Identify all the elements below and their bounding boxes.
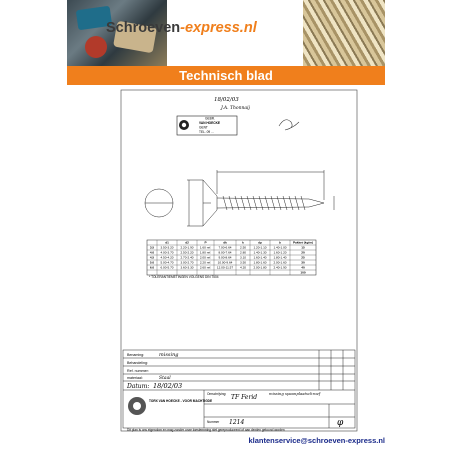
footnote: * TOLERANTIEMETINGEN VOLGENS DIN 7504	[149, 275, 219, 279]
table-header-cell: P	[204, 240, 207, 245]
omschrijving-label: Omschrijving:	[207, 392, 227, 396]
table-header-cell: d1	[165, 240, 169, 245]
table-cell: 9.00-8.64	[218, 255, 232, 260]
benaming-value: missing	[159, 352, 179, 358]
table-cell: 2.00-1.60	[273, 260, 287, 265]
table-header-cell: dk	[223, 240, 227, 245]
table-cell: 1.80-1.40	[273, 255, 287, 260]
table-cell: 1.20-1.10	[253, 245, 267, 250]
table-cell: 3.50-3.20	[160, 245, 174, 250]
table-cell: 2.80	[239, 250, 247, 255]
table-cell: 1.60-1.40	[253, 255, 267, 260]
table-cell: 4.00-3.70	[160, 250, 174, 255]
handwritten-initials: J.A. Thonnaij	[221, 106, 250, 111]
table-cell: 4.20	[239, 265, 247, 270]
stamp-company: VAN HOECKE	[199, 121, 221, 125]
table-cell: 2.60 ref.	[199, 265, 212, 270]
table-cell: 1.40-1.00	[273, 245, 287, 250]
company-block-text: TORX VAN HOECKE - VOOR MACHTIGDE	[149, 399, 213, 403]
table-cell: 100	[300, 270, 306, 275]
table-cell: 3.10	[239, 255, 247, 260]
stamp-line1: GEBR.	[205, 116, 215, 121]
table-cell: 6.0	[149, 265, 155, 270]
table-cell: 25	[301, 255, 305, 260]
table-header-cell: b	[279, 240, 281, 245]
stamp-city: GENT	[199, 125, 208, 130]
stamp-line2: TEL. 09 ...	[199, 130, 214, 134]
table-cell: 4.50-4.20	[160, 255, 174, 260]
product-value: missing spaanplaatschroef	[269, 391, 321, 396]
table-cell: 1.60 ref.	[199, 245, 212, 250]
behandeling-label: Behandeling:	[127, 361, 148, 365]
nummer-label: Nummer	[207, 420, 220, 424]
table-cell: 10.00-9.64	[217, 260, 233, 265]
datum-value: 18/02/03	[153, 382, 183, 390]
table-cell: 8.00-7.64	[218, 250, 232, 255]
table-cell: 40	[301, 265, 305, 270]
table-cell: 7.00-6.64	[218, 245, 232, 250]
table-cell: 5.0	[149, 260, 155, 265]
table-cell: 2.40-1.90	[273, 265, 287, 270]
table-cell: 3.60-3.30	[180, 265, 194, 270]
brand-suffix: -express.nl	[180, 20, 257, 36]
table-cell: 2.00-1.80	[253, 265, 267, 270]
brand-logo[interactable]	[106, 20, 256, 36]
handwritten-date: 18/02/03	[214, 97, 239, 103]
materiaal-value: Staal	[159, 376, 171, 381]
table-cell: 2.50-2.20	[180, 250, 194, 255]
benaming-label: Benaming:	[127, 353, 145, 357]
table-header-cell: dp	[258, 240, 262, 245]
table-cell: 1.40-1.30	[253, 250, 267, 255]
table-header-cell: Pakket (kg/m)	[292, 240, 314, 245]
table-cell: 3.50	[239, 260, 247, 265]
omschrijving-value: TF Ferid	[231, 394, 258, 401]
screws-photo	[303, 0, 385, 66]
technical-drawing	[119, 88, 359, 433]
table-cell: 2.20-1.90	[180, 245, 194, 250]
materiaal-label: materiaal:	[127, 376, 143, 380]
table-cell: 1.80-1.60	[253, 260, 267, 265]
ref-nummer-label: Ref. nummer:	[127, 369, 149, 373]
table-header-cell: k	[242, 240, 244, 245]
table-cell: 1.80 ref.	[199, 250, 212, 255]
phi-symbol: φ	[337, 418, 344, 428]
customer-service-email[interactable]: klantenservice@schroeven-express.nl	[248, 436, 385, 445]
bottom-note: Dit plan is ons eigendom en mag zonder onze toestemming niet gereproduceerd of aan derden getoond worden	[127, 428, 285, 432]
table-cell: 4.5	[149, 255, 155, 260]
datum-label: Datum:	[127, 383, 150, 390]
table-cell: 30	[301, 260, 305, 265]
table-cell: 1.60-1.20	[273, 250, 287, 255]
brand-name: Schroeven	[106, 20, 181, 36]
page-title: Technisch blad	[179, 68, 273, 83]
nummer-value: 1214	[229, 419, 245, 426]
table-header-cell: d2	[185, 240, 189, 245]
table-cell: 4.0	[149, 250, 155, 255]
table-cell: 15	[301, 245, 305, 250]
table-cell: 2.50	[239, 245, 247, 250]
table-cell: 12.00-11.57	[216, 265, 234, 270]
table-cell: 6.00-5.70	[160, 265, 174, 270]
table-cell: 2.70-2.40	[180, 255, 194, 260]
table-cell: 5.00-4.70	[160, 260, 174, 265]
table-cell: 3.00-2.70	[180, 260, 194, 265]
table-cell: 20	[301, 250, 305, 255]
table-cell: 2.00 ref.	[199, 255, 212, 260]
table-cell: 3.5	[149, 245, 155, 250]
table-cell: 2.20 ref.	[199, 260, 212, 265]
